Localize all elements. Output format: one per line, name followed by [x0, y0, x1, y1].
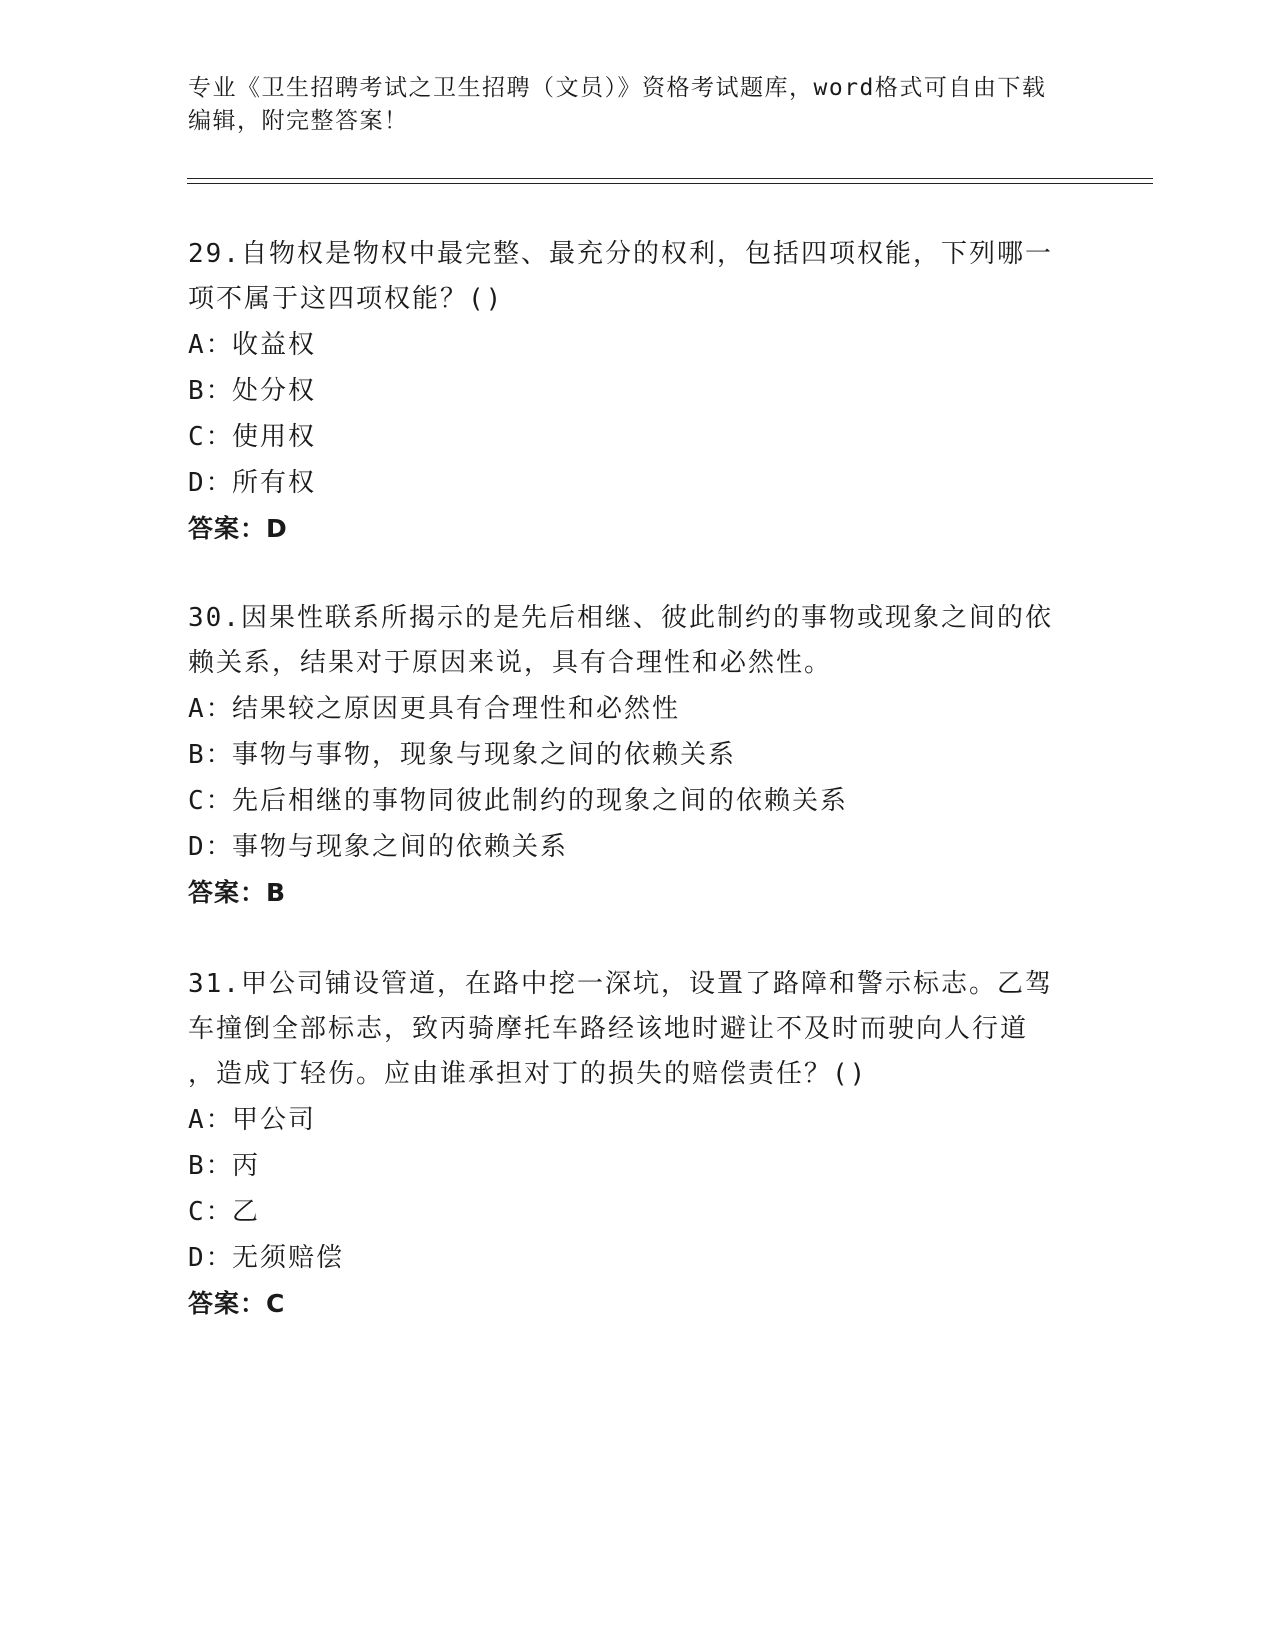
option-text: 使用权	[232, 422, 317, 452]
option-a	[188, 686, 1088, 732]
option-text: 处分权	[232, 376, 317, 406]
header-divider-bottom	[187, 183, 1153, 184]
option-letter: D：	[188, 832, 234, 862]
option-c	[188, 1189, 1088, 1235]
option-text: 乙	[232, 1197, 261, 1227]
option-text: 甲公司	[232, 1105, 317, 1135]
option-letter: A：	[188, 330, 234, 360]
option-letter: C：	[188, 422, 234, 452]
question-text-line: 赖关系，结果对于原因来说，具有合理性和必然性。	[188, 648, 833, 678]
option-text: 先后相继的事物同彼此制约的现象之间的依赖关系	[232, 786, 849, 816]
option-text: 收益权	[232, 330, 317, 360]
option-letter: D：	[188, 1243, 234, 1273]
option-d	[188, 1235, 1088, 1281]
option-c	[188, 414, 1088, 460]
option-letter: A：	[188, 694, 234, 724]
option-letter: C：	[188, 786, 234, 816]
question-text-line: 31.甲公司铺设管道，在路中挖一深坑，设置了路障和警示标志。乙驾	[188, 969, 1053, 999]
option-text: 结果较之原因更具有合理性和必然性	[232, 694, 681, 724]
option-letter: A：	[188, 1105, 234, 1135]
option-letter: B：	[188, 740, 234, 770]
option-text: 所有权	[232, 468, 317, 498]
option-text: 事物与事物，现象与现象之间的依赖关系	[232, 740, 737, 770]
option-b	[188, 368, 1088, 414]
option-d	[188, 460, 1088, 506]
question-30	[188, 596, 1088, 916]
answer-text: 答案：C	[188, 1289, 286, 1318]
option-b	[188, 1143, 1088, 1189]
option-d	[188, 824, 1088, 870]
answer-text: 答案：D	[188, 514, 288, 543]
option-b	[188, 732, 1088, 778]
question-31	[188, 962, 1088, 1327]
header-line-2: 编辑，附完整答案！	[188, 108, 409, 134]
header-line-1: 专业《卫生招聘考试之卫生招聘（文员）》资格考试题库，word格式可自由下载	[188, 75, 1047, 101]
option-letter: B：	[188, 1151, 234, 1181]
question-text-line: 车撞倒全部标志，致丙骑摩托车路经该地时避让不及时而驶向人行道	[188, 1014, 1029, 1044]
question-text-line: 30.因果性联系所揭示的是先后相继、彼此制约的事物或现象之间的依	[188, 603, 1053, 633]
option-text: 丙	[232, 1151, 261, 1181]
question-text-line: 项不属于这四项权能？()	[188, 284, 504, 314]
option-letter: D：	[188, 468, 234, 498]
question-text-line: 29.自物权是物权中最完整、最充分的权利，包括四项权能，下列哪一	[188, 239, 1053, 269]
option-c	[188, 778, 1088, 824]
question-text-line: ，造成丁轻伤。应由谁承担对丁的损失的赔偿责任？()	[188, 1059, 868, 1089]
answer-text: 答案：B	[188, 878, 287, 907]
question-29	[188, 232, 1088, 552]
option-text: 无须赔偿	[232, 1243, 345, 1273]
document-header	[188, 72, 1088, 138]
option-letter: B：	[188, 376, 234, 406]
option-text: 事物与现象之间的依赖关系	[232, 832, 569, 862]
option-letter: C：	[188, 1197, 234, 1227]
option-a	[188, 1097, 1088, 1143]
header-divider-top	[187, 178, 1153, 179]
option-a	[188, 322, 1088, 368]
